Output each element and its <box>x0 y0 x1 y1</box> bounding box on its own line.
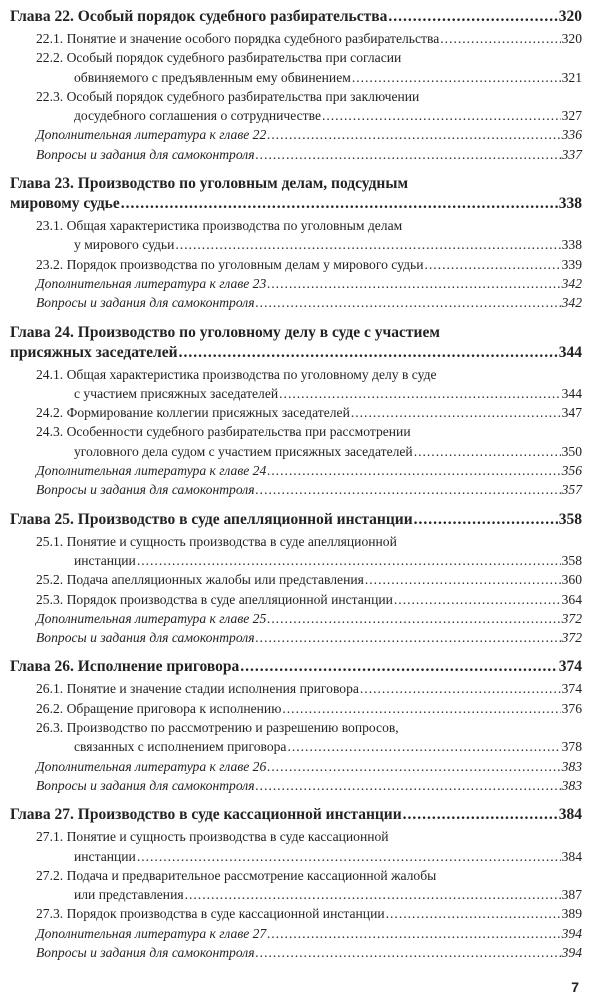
toc-entry-section[interactable] <box>10 403 582 422</box>
chapter-title-text: Глава 24. Производство по уголовному делу в суде с участием <box>10 323 440 341</box>
toc-entry-section[interactable] <box>10 87 582 126</box>
toc-entry-text: у мирового судьи <box>74 237 175 253</box>
chapter-title-line <box>10 194 582 214</box>
toc-entry-section[interactable] <box>10 827 582 866</box>
toc-entry-extra[interactable] <box>10 461 582 480</box>
toc-entry-page-number: 339 <box>561 256 582 272</box>
toc-entry-page-number: 383 <box>561 777 582 793</box>
toc-entry-text: уголовного дела судом с участием присяжных заседателей <box>74 443 413 459</box>
leader-dots <box>394 590 561 609</box>
chapter-title[interactable] <box>10 657 582 677</box>
toc-entry-page-number: 378 <box>561 739 582 755</box>
toc-entry-line <box>36 216 582 235</box>
toc-entry-page-number: 360 <box>561 572 582 588</box>
toc-entry-text: 26.2. Обращение приговора к исполнению <box>36 700 282 716</box>
toc-entry-text: 26.3. Производство по рассмотрению и разрешению вопросов, <box>36 720 399 736</box>
toc-entry-extra[interactable] <box>10 609 582 628</box>
toc-entry-extra[interactable] <box>10 145 582 164</box>
toc-entry-line <box>36 442 582 461</box>
chapter-page-number: 344 <box>558 343 582 361</box>
toc-entry-text: Дополнительная литература к главе 26 <box>36 758 267 774</box>
leader-dots <box>256 776 561 795</box>
chapter-title[interactable] <box>10 7 582 27</box>
toc-entry-section[interactable] <box>10 422 582 461</box>
leader-dots <box>256 943 561 962</box>
chapter-page-number: 320 <box>558 8 582 25</box>
chapter-title-line <box>10 510 582 530</box>
chapter-section <box>10 805 582 962</box>
leader-dots <box>137 551 561 570</box>
toc-entry-text: инстанции <box>74 552 136 568</box>
chapter-section <box>10 657 582 795</box>
toc-entry-text: 27.2. Подача и предварительное рассмотрение кассационной жалобы <box>36 867 437 883</box>
leader-dots <box>267 274 560 293</box>
chapter-title-line <box>10 174 582 194</box>
toc-entry-extra[interactable] <box>10 776 582 795</box>
toc-entry-page-number: 337 <box>561 146 582 162</box>
toc-entry-text: Вопросы и задания для самоконтроля <box>36 630 255 646</box>
toc-entry-page-number: 383 <box>561 758 582 774</box>
toc-entry-page-number: 347 <box>561 405 582 421</box>
toc-entry-section[interactable] <box>10 29 582 48</box>
toc-entry-text: Дополнительная литература к главе 25 <box>36 610 267 626</box>
chapter-title[interactable] <box>10 805 582 825</box>
toc-entry-page-number: 342 <box>561 295 582 311</box>
toc-entry-line <box>36 776 582 795</box>
toc-entry-extra[interactable] <box>10 628 582 647</box>
toc-entry-page-number: 357 <box>561 482 582 498</box>
toc-entry-line <box>36 590 582 609</box>
toc-entry-extra[interactable] <box>10 293 582 312</box>
toc-entry-text: с участием присяжных заседателей <box>74 385 279 401</box>
leader-dots <box>440 29 560 48</box>
toc-entry-section[interactable] <box>10 866 582 905</box>
toc-entry-line <box>36 827 582 846</box>
toc-entry-text: 25.3. Порядок производства в суде апелляционной инстанции <box>36 591 393 607</box>
chapter-section <box>10 7 582 164</box>
toc-entry-text: инстанции <box>74 848 136 864</box>
toc-entry-page-number: 372 <box>561 610 582 626</box>
toc-entry-line <box>36 679 582 698</box>
chapter-page-number: 384 <box>558 806 582 824</box>
toc-entry-section[interactable] <box>10 255 582 274</box>
toc-entry-section[interactable] <box>10 216 582 255</box>
toc-entry-section[interactable] <box>10 48 582 87</box>
toc-entry-text: Вопросы и задания для самоконтроля <box>36 944 255 960</box>
leader-dots <box>287 737 560 756</box>
toc-entry-section[interactable] <box>10 365 582 404</box>
toc-entry-text: Вопросы и задания для самоконтроля <box>36 482 255 498</box>
toc-entry-text: досудебного соглашения о сотрудничестве <box>74 108 321 124</box>
toc-entry-section[interactable] <box>10 699 582 718</box>
chapter-section <box>10 323 582 500</box>
toc-entry-extra[interactable] <box>10 943 582 962</box>
toc-entry-line <box>36 480 582 499</box>
toc-entry-section[interactable] <box>10 904 582 923</box>
chapter-title-line <box>10 7 582 27</box>
toc-entry-page-number: 356 <box>561 463 582 479</box>
toc-entry-extra[interactable] <box>10 480 582 499</box>
toc-entry-text: 22.1. Понятие и значение особого порядка судебного разбирательства <box>36 31 440 46</box>
leader-dots <box>267 609 560 628</box>
chapter-title-text: Глава 27. Производство в суде кассационной инстанции <box>10 806 402 824</box>
toc-entry-extra[interactable] <box>10 125 582 144</box>
toc-entry-line <box>36 422 582 441</box>
toc-entry-line <box>36 570 582 589</box>
chapter-title[interactable] <box>10 174 582 214</box>
leader-dots <box>424 255 560 274</box>
toc-entry-line <box>36 125 582 144</box>
toc-entry-text: 22.3. Особый порядок судебного разбирательства при заключении <box>36 88 420 104</box>
leader-dots <box>121 194 558 214</box>
toc-entry-text: 24.3. Особенности судебного разбирательства при рассмотрении <box>36 424 411 440</box>
toc-entry-text: Дополнительная литература к главе 22 <box>36 127 267 143</box>
toc-entry-text: Дополнительная литература к главе 23 <box>36 275 267 291</box>
toc-entry-text: обвиняемого с предъявленным ему обвинением <box>74 69 351 85</box>
toc-entry-page-number: 364 <box>561 591 582 607</box>
toc-entry-line <box>36 924 582 943</box>
leader-dots <box>179 343 558 363</box>
leader-dots <box>267 125 560 144</box>
table-of-contents <box>10 7 582 972</box>
toc-entry-text: 24.2. Формирование коллегии присяжных заседателей <box>36 405 350 421</box>
toc-entry-line <box>36 293 582 312</box>
toc-entry-line <box>36 757 582 776</box>
toc-entry-line <box>36 384 582 403</box>
leader-dots <box>267 757 560 776</box>
toc-entry-text: 23.1. Общая характеристика производства по уголовным делам <box>36 218 403 234</box>
leader-dots <box>282 699 560 718</box>
toc-entry-text: 25.2. Подача апелляционных жалобы или представления <box>36 572 364 588</box>
chapter-title[interactable] <box>10 323 582 363</box>
toc-entry-extra[interactable] <box>10 274 582 293</box>
chapter-title-text: мировому судье <box>10 195 120 213</box>
toc-entry-line <box>36 29 582 48</box>
leader-dots <box>351 403 561 422</box>
chapter-title-text: Глава 23. Производство по уголовным делам, подсудным <box>10 175 409 193</box>
leader-dots <box>240 657 558 677</box>
toc-entry-page-number: 338 <box>561 237 582 253</box>
toc-entry-line <box>36 609 582 628</box>
leader-dots <box>365 570 561 589</box>
toc-entry-line <box>36 847 582 866</box>
toc-entry-page-number: 384 <box>561 848 582 864</box>
chapter-page-number: 374 <box>558 658 582 676</box>
leader-dots <box>256 145 561 164</box>
toc-entry-section[interactable] <box>10 718 582 757</box>
leader-dots <box>267 461 560 480</box>
toc-entry-page-number: 327 <box>561 108 582 124</box>
toc-entry-page-number: 394 <box>561 944 582 960</box>
chapter-title-line <box>10 657 582 677</box>
leader-dots <box>185 885 561 904</box>
toc-entry-extra[interactable] <box>10 757 582 776</box>
toc-entry-text: Дополнительная литература к главе 24 <box>36 463 267 479</box>
toc-entry-text: 22.2. Особый порядок судебного разбирательства при согласии <box>36 50 402 66</box>
toc-entry-section[interactable] <box>10 532 582 571</box>
toc-entry-line <box>36 403 582 422</box>
leader-dots <box>256 628 561 647</box>
toc-entry-page-number: 374 <box>561 681 582 697</box>
toc-entry-page-number: 336 <box>561 127 582 143</box>
toc-entry-line <box>36 255 582 274</box>
leader-dots <box>175 235 560 254</box>
chapter-title-text: Глава 26. Исполнение приговора <box>10 658 240 676</box>
toc-entry-text: Вопросы и задания для самоконтроля <box>36 146 255 162</box>
toc-entry-extra[interactable] <box>10 924 582 943</box>
toc-entry-section[interactable] <box>10 679 582 698</box>
chapter-section <box>10 174 582 312</box>
toc-entry-section[interactable] <box>10 590 582 609</box>
toc-entry-text: 27.3. Порядок производства в суде кассационной инстанции <box>36 906 385 922</box>
toc-entry-text: Вопросы и задания для самоконтроля <box>36 777 255 793</box>
toc-entry-text: или представления <box>74 887 184 903</box>
toc-entry-line <box>36 737 582 756</box>
toc-entry-page-number: 358 <box>561 552 582 568</box>
toc-entry-line <box>36 699 582 718</box>
toc-entry-line <box>36 68 582 87</box>
toc-entry-page-number: 320 <box>561 31 582 46</box>
chapter-title-line <box>10 805 582 825</box>
toc-entry-text: 23.2. Порядок производства по уголовным делам у мирового судьи <box>36 256 424 272</box>
toc-entry-line <box>36 235 582 254</box>
chapter-title-text: Глава 25. Производство в суде апелляционной инстанции <box>10 510 413 528</box>
toc-entry-page-number: 376 <box>561 700 582 716</box>
toc-entry-line <box>36 904 582 923</box>
chapter-title-text: Глава 22. Особый порядок судебного разбирательства <box>10 8 388 25</box>
leader-dots <box>256 480 561 499</box>
toc-entry-page-number: 387 <box>561 887 582 903</box>
chapter-section <box>10 510 582 648</box>
toc-entry-page-number: 372 <box>561 630 582 646</box>
toc-entry-page-number: 394 <box>561 925 582 941</box>
leader-dots <box>352 68 561 87</box>
toc-entry-page-number: 321 <box>561 69 582 85</box>
toc-entry-line <box>36 943 582 962</box>
chapter-title[interactable] <box>10 510 582 530</box>
leader-dots <box>386 904 561 923</box>
toc-entry-line <box>36 885 582 904</box>
leader-dots <box>279 384 560 403</box>
toc-entry-line <box>36 106 582 125</box>
leader-dots <box>256 293 561 312</box>
page-number: 7 <box>571 979 579 995</box>
toc-entry-line <box>36 274 582 293</box>
leader-dots <box>137 847 561 866</box>
toc-entry-line <box>36 628 582 647</box>
toc-entry-page-number: 389 <box>561 906 582 922</box>
toc-entry-line <box>36 461 582 480</box>
toc-entry-text: 25.1. Понятие и сущность производства в суде апелляционной <box>36 533 397 549</box>
toc-entry-section[interactable] <box>10 570 582 589</box>
leader-dots <box>414 442 561 461</box>
toc-entry-text: 24.1. Общая характеристика производства по уголовному делу в суде <box>36 366 437 382</box>
toc-entry-line <box>36 365 582 384</box>
toc-entry-text: Дополнительная литература к главе 27 <box>36 925 267 941</box>
toc-entry-line <box>36 145 582 164</box>
leader-dots <box>360 679 561 698</box>
toc-entry-text: связанных с исполнением приговора <box>74 739 287 755</box>
toc-entry-line <box>36 87 582 106</box>
toc-entry-text: 27.1. Понятие и сущность производства в суде кассационной <box>36 829 389 845</box>
chapter-page-number: 338 <box>558 195 582 213</box>
toc-entry-page-number: 344 <box>561 385 582 401</box>
leader-dots <box>267 924 560 943</box>
toc-entry-line <box>36 718 582 737</box>
chapter-page-number: 358 <box>558 510 582 528</box>
toc-entry-page-number: 342 <box>561 275 582 291</box>
toc-entry-line <box>36 551 582 570</box>
toc-entry-text: 26.1. Понятие и значение стадии исполнения приговора <box>36 681 359 697</box>
toc-entry-line <box>36 866 582 885</box>
toc-entry-line <box>36 48 582 67</box>
toc-entry-line <box>36 532 582 551</box>
leader-dots <box>388 7 557 27</box>
leader-dots <box>414 510 558 530</box>
chapter-title-line <box>10 343 582 363</box>
leader-dots <box>403 805 558 825</box>
leader-dots <box>322 106 561 125</box>
toc-entry-page-number: 350 <box>561 443 582 459</box>
chapter-title-line <box>10 323 582 343</box>
toc-entry-text: Вопросы и задания для самоконтроля <box>36 295 255 311</box>
chapter-title-text: присяжных заседателей <box>10 343 178 361</box>
